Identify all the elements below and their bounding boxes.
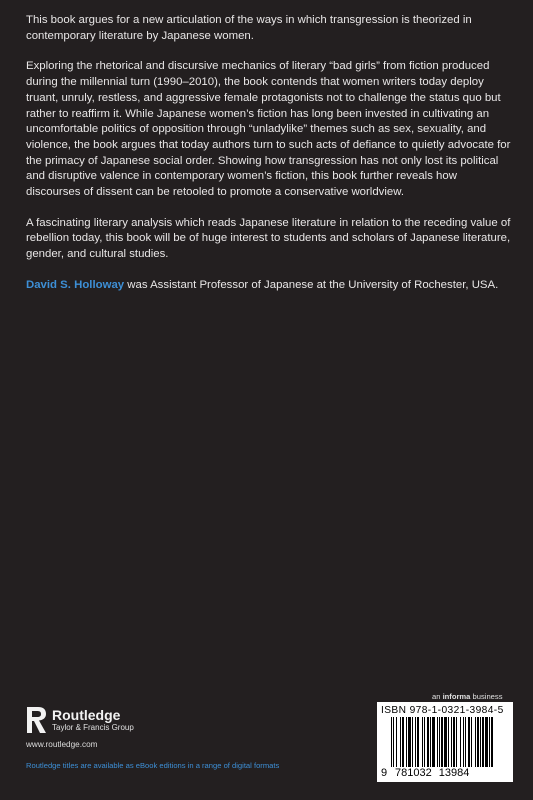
barcode-bar [448,717,449,771]
blurb-paragraph-2: Exploring the rhetorical and discursive mechanics of literary “bad girls” from fiction produced during the millennial turn (1990–2010), the book contends that women writers today deploy truant, unruly, restless, and aggressive female protagonists not to challenge the status quo but rather to reaffirm it. While Japanese women’s fiction has long been invested in cultivating an uncomfortable politics of opposition through “unladylike” themes such as sex, sexuality, and violence, the book argues that today authors turn to such acts of defiance to quietly advocate for the primacy of Japanese social order. Showing how transgression has not only lost its political and disruptive valence in contemporary women’s fiction, this book further reveals how discourses of dissent can be retooled to promote a conservative worldview. [26,60,511,199]
barcode-digits [381,767,511,779]
isbn-text: ISBN 978-1-0321-3984-5 [381,705,504,716]
barcode-bar [453,717,455,771]
barcode-bar [465,717,466,771]
informa-prefix: an [432,692,443,701]
informa-business-label [432,692,503,701]
publisher-url[interactable]: www.routledge.com [26,740,98,749]
blurb-paragraph-3: A fascinating literary analysis which reads Japanese literature in relation to the receding value of rebellion today, this book will be of huge interest to students and scholars of Japanese literature, gender, and cultural studies. [26,216,511,261]
barcode-bar [424,717,425,771]
barcode-bar [430,717,431,771]
barcode-bar [456,717,457,771]
barcode-bar [393,717,394,771]
barcode-bar [480,717,481,771]
barcode-bar [477,717,479,771]
barcode-bar [422,717,423,771]
barcode-bar [444,717,447,771]
barcode-bar [400,717,401,771]
informa-suffix: business [470,692,503,701]
publisher-group: Taylor & Francis Group [52,722,134,732]
publisher-logo [26,706,134,734]
barcode-bar [432,717,435,771]
barcode-bar [406,717,407,771]
barcode-bar [439,717,440,771]
barcode-bar [485,717,488,771]
barcode-bar [460,717,461,771]
barcode-bar [412,717,413,771]
barcode-bar [482,717,484,771]
barcode-digit-group-2: 13984 [438,767,470,779]
barcode-bars [381,717,509,773]
informa-brand: informa [442,692,471,701]
publisher-name: Routledge [52,706,121,723]
barcode-bar [391,717,392,771]
barcode-bar [437,717,438,771]
ebook-note: Routledge titles are available as eBook editions in a range of digital formats [26,761,280,770]
barcode-bar [441,717,443,771]
barcode-bar [475,717,476,771]
back-cover-text [26,13,513,309]
barcode [377,702,513,782]
barcode-bar [408,717,411,771]
author-bio-text: was Assistant Professor of Japanese at the University of Rochester, USA. [124,278,499,291]
barcode-bar [491,717,493,771]
barcode-bar [396,717,397,771]
barcode-bar [451,717,452,771]
blurb-paragraph-1: This book argues for a new articulation of the ways in which transgression is theorized in contemporary literature by Japanese women. [26,14,472,42]
author-bio [26,278,513,294]
barcode-digit-group-1: 781032 [395,767,432,779]
routledge-logo-icon [26,706,48,734]
barcode-bar [402,717,404,771]
barcode-bar [471,717,472,771]
barcode-bar [415,717,416,771]
barcode-bar [468,717,470,771]
barcode-lead-digit: 9 [381,767,388,779]
barcode-bar [489,717,490,771]
barcode-bar [417,717,419,771]
barcode-bar [463,717,464,771]
author-name: David S. Holloway [26,278,125,291]
barcode-bar [427,717,429,771]
